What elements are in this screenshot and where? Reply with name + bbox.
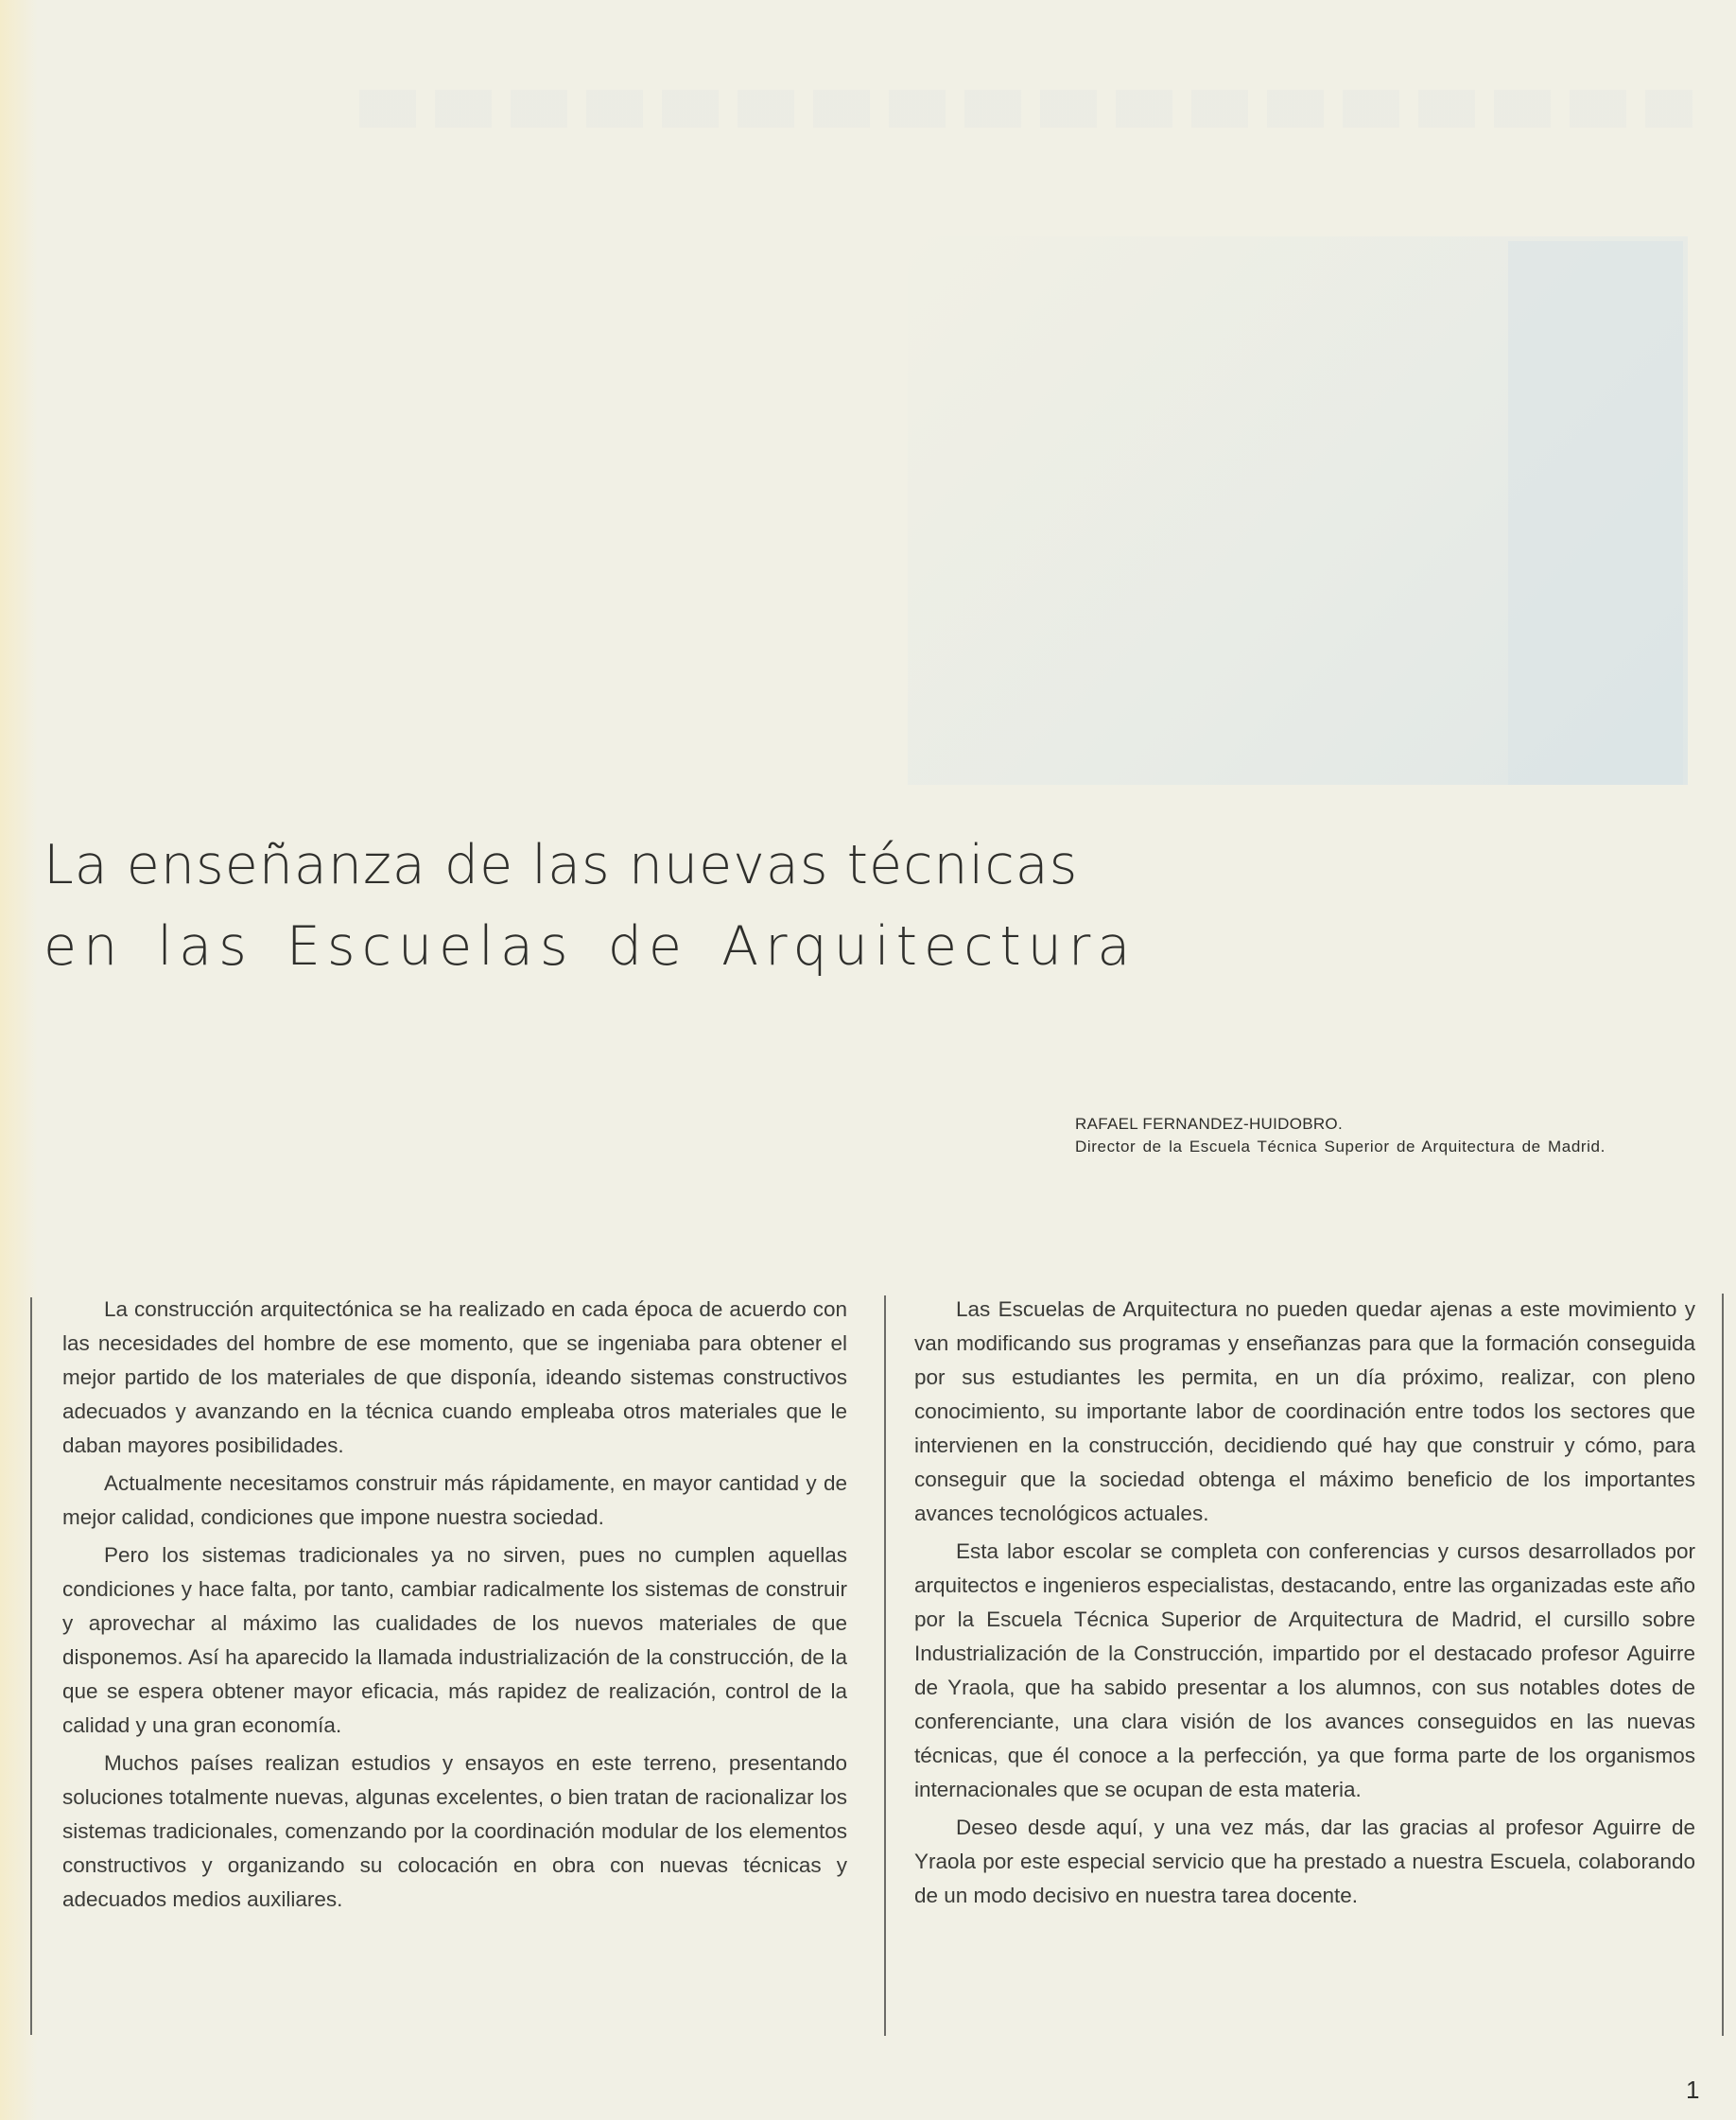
column-rule-middle (884, 1295, 886, 2036)
page-number: 1 (1686, 2076, 1700, 2104)
body-column-left (62, 1293, 847, 1920)
author-name: RAFAEL FERNANDEZ-HUIDOBRO. (1075, 1115, 1343, 1133)
column-rule-left (30, 1297, 32, 2035)
paragraph: Pero los sistemas tradicionales ya no sirven, pues no cumplen aquellas condiciones y hace falta, por tanto, cambiar radicalmente los sistemas de construir y aprovechar al máximo las cualidades de los nuevos materiales de que disponemos. Así ha aparecido la llamada industrialización de la construcción, de la que se espera obtener mayor eficacia, más rapidez de realización, control de la calidad y una gran economía. (62, 1543, 847, 1737)
body-column-right (914, 1293, 1695, 1917)
column-rule-right (1722, 1294, 1724, 2036)
paragraph: Deseo desde aquí, y una vez más, dar las gracias al profesor Aguirre de Yraola por este especial servicio que ha prestado a nuestra Escuela, colaborando de un modo decisivo en nuestra tarea docente. (914, 1816, 1695, 1907)
author-block (1075, 1113, 1606, 1158)
article-title (43, 825, 1137, 987)
paragraph: La construcción arquitectónica se ha realizado en cada época de acuerdo con las necesidades del hombre de ese momento, que se ingeniaba para obtener el mejor partido de los materiales de que disponía, ideando sistemas constructivos adecuados y avanzando en la técnica cuando empleaba otros materiales que le daban mayores posibilidades. (62, 1297, 847, 1457)
show-through-heading (359, 90, 1693, 128)
paragraph: Actualmente necesitamos construir más rápidamente, en mayor cantidad y de mejor calidad, condiciones que impone nuestra sociedad. (62, 1471, 847, 1529)
show-through-photo-shadow (1508, 241, 1683, 785)
title-line-2: en las Escuelas de Arquitectura (43, 915, 1137, 978)
paragraph: Esta labor escolar se completa con conferencias y cursos desarrollados por arquitectos e ingenieros especialistas, destacando, entre las organizadas este año por la Escuela Técnica Superior de Arquitectura de Madrid, el cursillo sobre Industrialización de la Construcción, impartido por el destacado profesor Aguirre de Yraola, que ha sabido presentar a los alumnos, con sus notables dotes de conferenciante, una clara visión de los avances conseguidos en las nuevas técnicas, que él conoce a la perfección, ya que forma parte de los organismos internacionales que se ocupan de esta materia. (914, 1539, 1695, 1801)
paragraph: Muchos países realizan estudios y ensayos en este terreno, presentando soluciones totalmente nuevas, algunas excelentes, o bien tratan de racionalizar los sistemas tradicionales, comenzando por la coordinación modular de los elementos constructivos y organizando su colocación en obra con nuevas técnicas y adecuados medios auxiliares. (62, 1751, 847, 1911)
paper-edge-tint (0, 0, 38, 2120)
paragraph: Las Escuelas de Arquitectura no pueden quedar ajenas a este movimiento y van modificando sus programas y enseñanzas para que la formación conseguida por sus estudiantes les permita, en un día próximo, realizar, con pleno conocimiento, su importante labor de coordinación entre todos los sectores que intervienen en la construcción, decidiendo qué hay que construir y cómo, para conseguir que la sociedad obtenga el máximo beneficio de los importantes avances tecnológicos actuales. (914, 1297, 1695, 1525)
author-role: Director de la Escuela Técnica Superior de Arquitectura de Madrid. (1075, 1138, 1606, 1156)
title-line-1: La enseñanza de las nuevas técnicas (43, 834, 1079, 896)
